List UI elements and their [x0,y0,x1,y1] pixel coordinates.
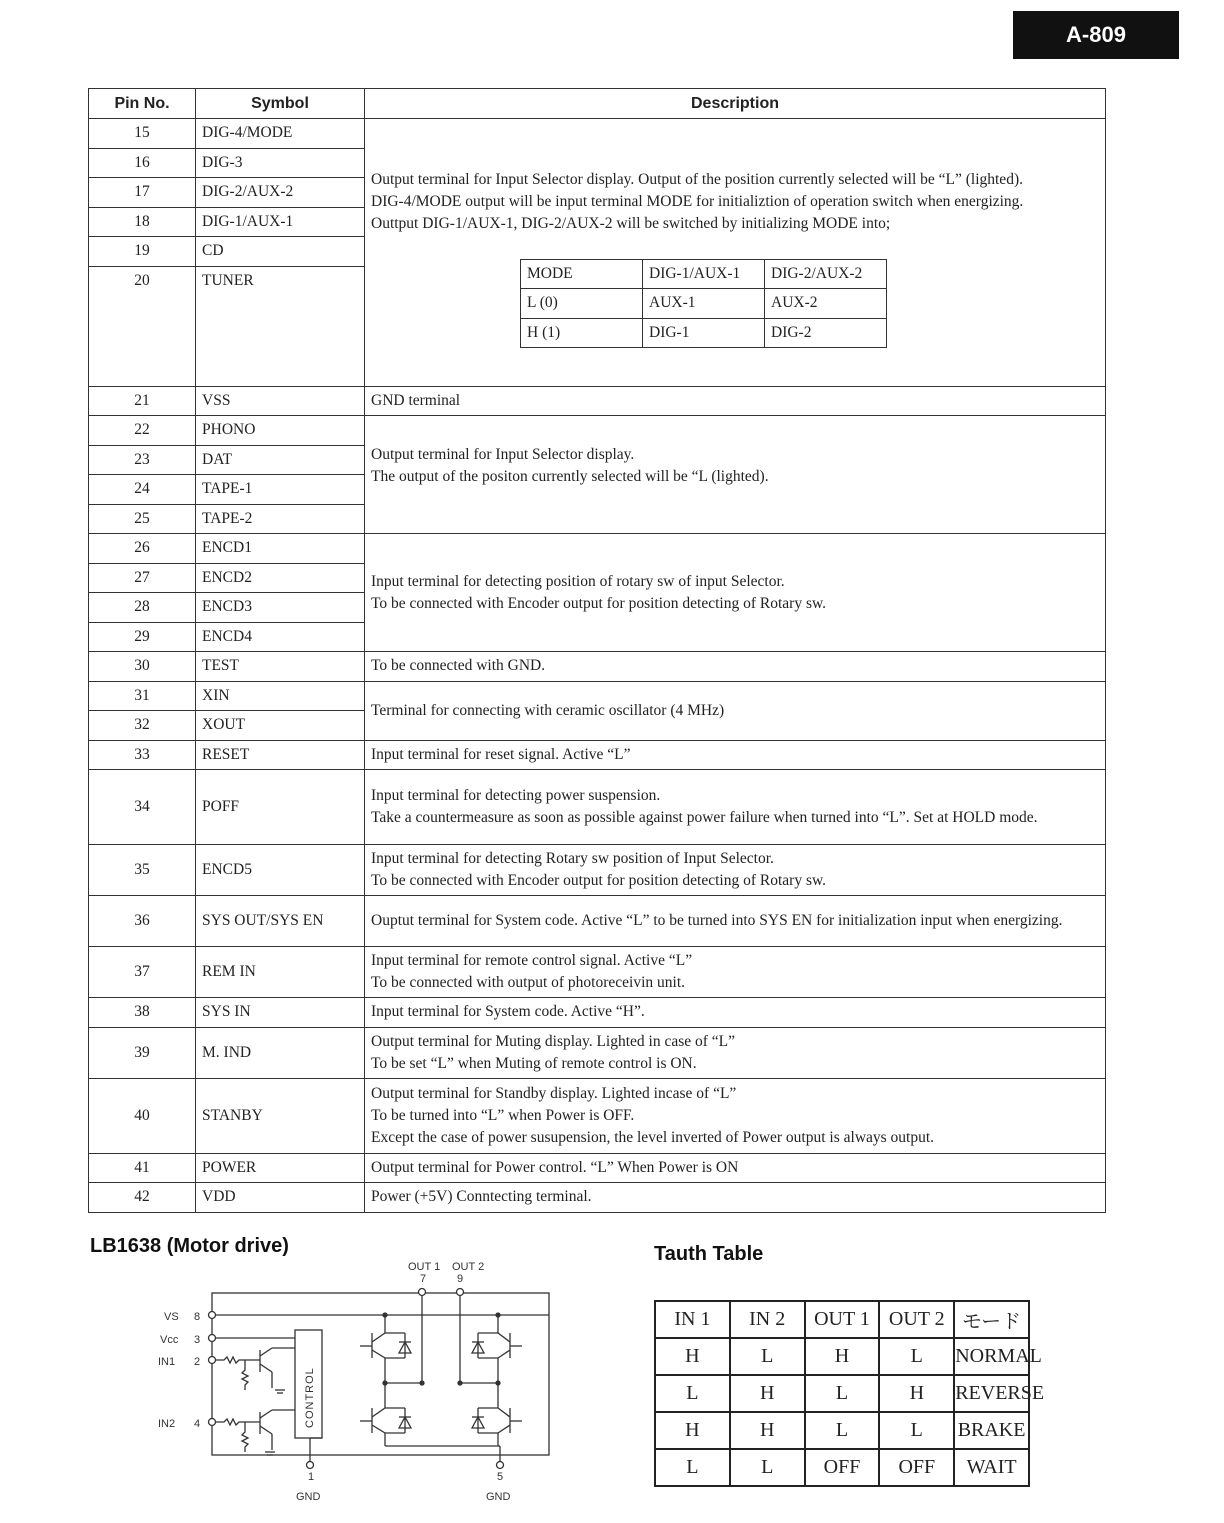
table-row [89,652,1106,682]
table-row [89,998,1106,1028]
table-row [89,386,1106,416]
pin-symbol: STANBY [196,1078,365,1153]
pin-number: 21 [89,386,196,416]
mode-table-row [521,289,887,319]
pin-symbol: DAT [196,445,365,475]
truth-table [654,1300,1045,1487]
pin-description [365,770,1106,845]
pin-description: Input terminal for System code. Active “H”. [365,998,1106,1028]
description-line: To be turned into “L” when Power is OFF. [371,1106,635,1124]
truth-cell: H [805,1338,880,1375]
column-header-symbol: Symbol [196,89,365,119]
pin-description [365,947,1106,998]
truth-cell: L [879,1338,954,1375]
description-line: Input terminal for remote control signal. Active “L” [371,952,693,969]
table-row [89,119,1106,149]
truth-cell: NORMAL [954,1338,1029,1375]
out2-label: OUT 2 [452,1261,485,1273]
pin-number: 35 [89,845,196,896]
table-row [89,1078,1106,1153]
pin-description: To be connected with GND. [365,652,1106,682]
pin-description-table [88,88,1106,1213]
pin-description [365,845,1106,896]
table-header-row [89,89,1106,119]
pin-description [365,534,1106,652]
truth-cell: WAIT [954,1449,1029,1486]
truth-table-row [655,1412,1029,1449]
pin-number: 37 [89,947,196,998]
gnd2-terminal [497,1462,504,1469]
description-line: Output terminal for Input Selector display. Output of the position currently selected will be “L” (lighted). [371,170,1023,188]
pin-number: 23 [89,445,196,475]
pin9-terminal [457,1289,464,1296]
mode-table [520,259,887,349]
pin-description: Terminal for connecting with ceramic oscillator (4 MHz) [365,681,1106,740]
gnd2-pin-label: 5 [497,1471,504,1483]
pin-number: 28 [89,593,196,623]
description-line: Take a countermeasure as soon as possible against power failure when turned into “L”. Set at HOLD mode. [371,809,1038,826]
table-row [89,896,1106,947]
pin-symbol: RESET [196,740,365,770]
pin-symbol: POWER [196,1153,365,1183]
truth-cell: OFF [879,1449,954,1486]
pin-number: 42 [89,1183,196,1213]
in2-pin-label: 4 [194,1418,201,1430]
pin-number: 34 [89,770,196,845]
description-line: Input terminal for detecting Rotary sw position of Input Selector. [371,850,774,867]
table-row [89,1183,1106,1213]
table-row [89,534,1106,564]
mode-cell: DIG-1 [643,318,765,348]
description-line: Input terminal for detecting position of rotary sw of input Selector. [371,572,785,590]
truth-cell: OFF [805,1449,880,1486]
truth-cell: L [730,1449,805,1486]
motor-drive-circuit-diagram [150,1258,570,1508]
pin-symbol: DIG-1/AUX-1 [196,207,365,237]
truth-cell: L [879,1412,954,1449]
truth-table-title: Tauth Table [654,1243,764,1265]
truth-table-row [655,1338,1029,1375]
pin-number: 33 [89,740,196,770]
table-row [89,845,1106,896]
description-line: To be set “L” when Muting of remote control is ON. [371,1054,697,1072]
gnd1-pin-label: 1 [308,1471,315,1483]
truth-cell: L [655,1449,730,1486]
pin-symbol: ENCD4 [196,622,365,652]
truth-header-cell: IN 1 [655,1301,730,1338]
pin-number: 29 [89,622,196,652]
truth-cell: H [879,1375,954,1412]
mode-cell: AUX-1 [643,289,765,319]
description-line: Output terminal for Muting display. Lighted in case of “L” [371,1032,736,1050]
pin-symbol: ENCD3 [196,593,365,623]
pin-number: 27 [89,563,196,593]
out1-label: OUT 1 [408,1261,441,1273]
pin-description: Input terminal for reset signal. Active “L” [365,740,1106,770]
pin-description [365,119,1106,387]
truth-table-header [655,1301,1029,1338]
description-line: Input terminal for detecting power suspension. [371,787,661,804]
mode-cell: DIG-2 [765,318,887,348]
pin-number: 22 [89,416,196,446]
description-line: Ouptut terminal for System code. Active “L” to be turned into SYS EN for initialization input when energizing. [371,912,1063,929]
mode-cell: DIG-2/AUX-2 [765,259,887,289]
table-row [89,1153,1106,1183]
in1-terminal [209,1357,216,1364]
vcc-label: Vcc [160,1334,179,1346]
pin-symbol: TAPE-1 [196,475,365,505]
pin-symbol: SYS IN [196,998,365,1028]
pin-number: 36 [89,896,196,947]
pin-symbol: TUNER [196,266,365,386]
pin-number: 15 [89,119,196,149]
table-row [89,1027,1106,1078]
truth-cell: H [655,1412,730,1449]
motor-drive-title: LB1638 (Motor drive) [90,1235,289,1257]
pin-description: Power (+5V) Conntecting terminal. [365,1183,1106,1213]
table-row [89,770,1106,845]
vcc-pin-label: 3 [194,1334,201,1346]
in2-terminal [209,1419,216,1426]
table-row [89,947,1106,998]
pin-number: 31 [89,681,196,711]
pin-number: 32 [89,711,196,741]
mode-cell: DIG-1/AUX-1 [643,259,765,289]
mode-cell: L (0) [521,289,643,319]
truth-table-row [655,1449,1029,1486]
pin-symbol: VSS [196,386,365,416]
truth-cell: BRAKE [954,1412,1029,1449]
description-line: Output terminal for Input Selector display. [371,446,635,463]
mode-cell: MODE [521,259,643,289]
pin-number: 19 [89,237,196,267]
gnd1-terminal [307,1462,314,1469]
vs-terminal [209,1312,216,1319]
pin-symbol: CD [196,237,365,267]
truth-table-row [655,1375,1029,1412]
truth-cell: REVERSE [954,1375,1029,1412]
pin-description [365,896,1106,947]
pin-symbol: DIG-2/AUX-2 [196,178,365,208]
pin-number: 39 [89,1027,196,1078]
table-row [89,740,1106,770]
pin-symbol: PHONO [196,416,365,446]
truth-cell: L [730,1338,805,1375]
pin-symbol: XIN [196,681,365,711]
pin-symbol: M. IND [196,1027,365,1078]
description-line: To be connected with output of photoreceivin unit. [371,974,686,991]
description-line: To be connected with Encoder output for position detecting of Rotary sw. [371,872,827,889]
pin7-terminal [419,1289,426,1296]
pin-symbol: VDD [196,1183,365,1213]
pin-number: 25 [89,504,196,534]
column-header-pin: Pin No. [89,89,196,119]
column-header-description: Description [365,89,1106,119]
pin-number: 26 [89,534,196,564]
description-line: The output of the positon currently selected will be “L (lighted). [371,468,769,485]
pin-number: 17 [89,178,196,208]
mode-cell: AUX-2 [765,289,887,319]
truth-header-cell: IN 2 [730,1301,805,1338]
page-label-badge: A-809 [1013,11,1179,59]
vcc-terminal [209,1335,216,1342]
pin-number: 18 [89,207,196,237]
in2-label: IN2 [158,1418,176,1430]
pin7-label: 7 [420,1273,427,1285]
truth-header-cell: OUT 1 [805,1301,880,1338]
pin-symbol: ENCD1 [196,534,365,564]
pin-number: 38 [89,998,196,1028]
vs-label: VS [164,1311,179,1323]
truth-cell: L [655,1375,730,1412]
gnd1-label: GND [296,1491,321,1503]
pin-number: 40 [89,1078,196,1153]
in1-pin-label: 2 [194,1356,201,1368]
mode-table-row [521,318,887,348]
pin9-label: 9 [457,1273,464,1285]
truth-cell: L [805,1375,880,1412]
table-row [89,416,1106,446]
truth-header-cell: OUT 2 [879,1301,954,1338]
description-line: Output terminal for Standby display. Lighted incase of “L” [371,1084,737,1102]
truth-cell: H [655,1338,730,1375]
pin-description [365,416,1106,534]
truth-cell: L [805,1412,880,1449]
gnd2-label: GND [486,1491,511,1503]
mode-cell: H (1) [521,318,643,348]
pin-symbol: ENCD5 [196,845,365,896]
pin-number: 24 [89,475,196,505]
pin-number: 20 [89,266,196,386]
pin-number: 30 [89,652,196,682]
table-row [89,681,1106,711]
pin-description [365,1027,1106,1078]
description-line: Except the case of power susupension, the level inverted of Power output is always output. [371,1128,935,1146]
in1-label: IN1 [158,1356,176,1368]
pin-symbol: TEST [196,652,365,682]
pin-number: 16 [89,148,196,178]
pin-symbol: TAPE-2 [196,504,365,534]
mode-table-header [521,259,887,289]
pin-description: Output terminal for Power control. “L” When Power is ON [365,1153,1106,1183]
truth-cell: H [730,1375,805,1412]
vs-pin-label: 8 [194,1311,201,1323]
control-block-label: CONTROL [304,1367,316,1428]
description-line: Outtput DIG-1/AUX-1, DIG-2/AUX-2 will be switched by initializing MODE into; [371,214,891,232]
pin-description: GND terminal [365,386,1106,416]
pin-symbol: DIG-4/MODE [196,119,365,149]
pin-number: 41 [89,1153,196,1183]
pin-symbol: SYS OUT/SYS EN [196,896,365,947]
truth-header-cell: モード [954,1301,1029,1338]
pin-symbol: XOUT [196,711,365,741]
pin-symbol: REM IN [196,947,365,998]
pin-symbol: DIG-3 [196,148,365,178]
truth-cell: H [730,1412,805,1449]
pin-symbol: POFF [196,770,365,845]
pin-symbol: ENCD2 [196,563,365,593]
pin-description [365,1078,1106,1153]
description-line: To be connected with Encoder output for position detecting of Rotary sw. [371,594,827,612]
description-line: DIG-4/MODE output will be input terminal MODE for initializtion of operation switch when energizing. [371,192,1024,210]
